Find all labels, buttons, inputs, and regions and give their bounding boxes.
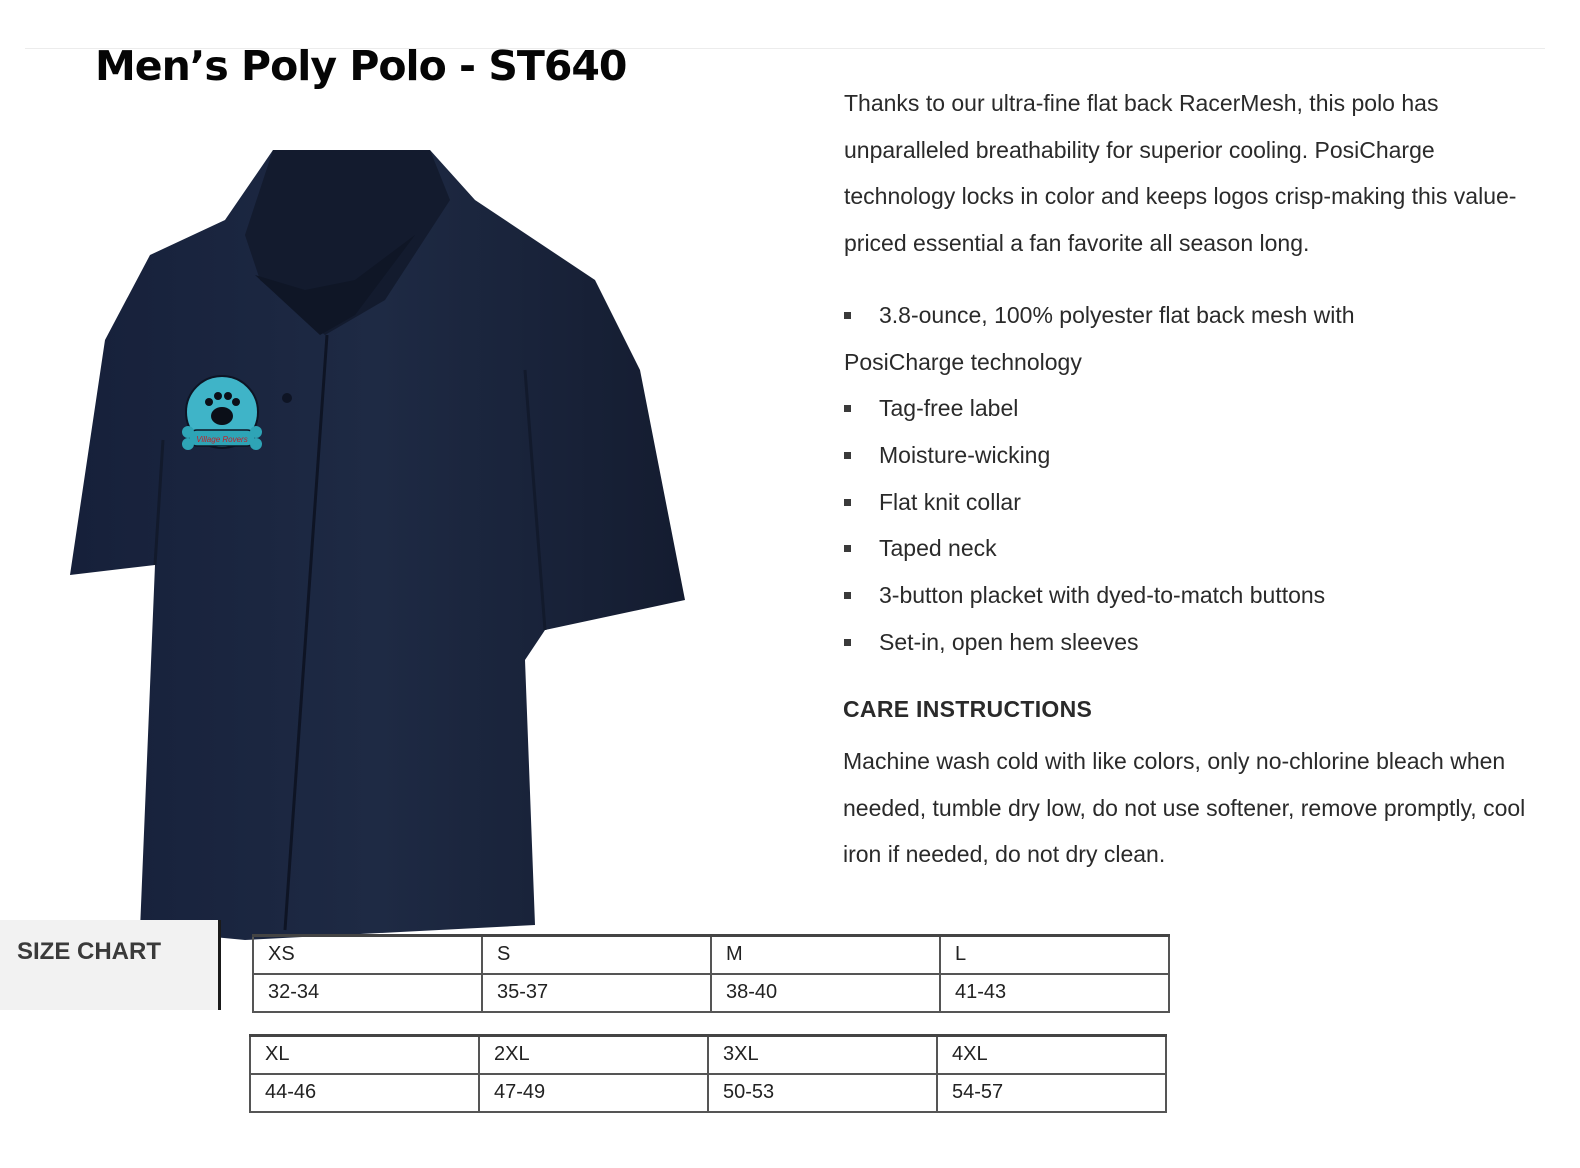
bone-end-4 [250,438,262,450]
feature-item-continuation [844,339,1544,386]
size-cell: XS [253,936,482,974]
feature-text: Moisture-wicking [879,442,1051,469]
bone-end-3 [250,426,262,438]
paw-toe-2 [214,392,222,400]
feature-item [844,619,1544,666]
feature-text: Tag-free label [879,395,1019,422]
range-cell: 41-43 [940,974,1169,1012]
size-cell: XL [250,1036,479,1074]
bone-end-1 [182,426,194,438]
size-table-1 [252,934,1170,1013]
care-text: Machine wash cold with like colors, only no-chlorine bleach when needed, tumble dry low, do not use softener, remove promptly, cool iron if needed, do not dry clean. [843,748,1526,867]
range-cell: 38-40 [711,974,940,1012]
size-cell: M [711,936,940,974]
polo-shirt-image [55,140,705,1000]
bone-end-2 [182,438,194,450]
polo-shirt-illustration [55,140,705,1000]
bullet-icon [844,592,851,599]
paw-pad [211,407,233,425]
size-cell: L [940,936,1169,974]
product-title: Men’s Poly Polo - ST640 [95,42,627,90]
table-gap [240,1016,1200,1030]
care-heading: CARE INSTRUCTIONS [843,696,1093,722]
feature-text: PosiCharge technology [844,348,1082,375]
feature-item [844,385,1544,432]
paw-toe-4 [232,398,240,406]
range-cell: 44-46 [250,1074,479,1112]
feature-text: Flat knit collar [879,488,1021,515]
bullet-icon [844,639,851,646]
range-cell: 50-53 [708,1074,937,1112]
shirt-button [282,393,292,403]
logo-text: Village Rovers [196,435,248,444]
bullet-icon [844,545,851,552]
range-cell: 32-34 [253,974,482,1012]
feature-text: 3-button placket with dyed-to-match buttons [879,582,1326,609]
feature-item [844,479,1544,526]
size-cell: S [482,936,711,974]
feature-item [844,525,1544,572]
feature-text: Taped neck [879,535,997,562]
feature-item [844,432,1544,479]
paw-toe-3 [224,392,232,400]
size-cell: 2XL [479,1036,708,1074]
size-cell: 4XL [937,1036,1166,1074]
bullet-icon [844,499,851,506]
size-chart-label: SIZE CHART [17,938,161,965]
feature-list [844,292,1544,666]
range-cell: 47-49 [479,1074,708,1112]
bullet-icon [844,312,851,319]
bullet-icon [844,452,851,459]
size-row [253,936,1169,974]
bullet-icon [844,405,851,412]
range-row [253,974,1169,1012]
feature-text: 3.8-ounce, 100% polyester flat back mesh with [879,302,1355,328]
feature-item [844,572,1544,619]
size-table-2 [249,1034,1167,1113]
feature-item [844,292,1544,339]
range-cell: 35-37 [482,974,711,1012]
paw-toe-1 [205,398,213,406]
size-cell: 3XL [708,1036,937,1074]
size-row [250,1036,1166,1074]
range-cell: 54-57 [937,1074,1166,1112]
range-row [250,1074,1166,1112]
product-description: Thanks to our ultra-fine flat back RacerMesh, this polo has unparalleled breathability for superior cooling. PosiCharge technology locks in color and keeps logos crisp-making this value-priced essential a fan favorite all season long. [844,90,1517,256]
feature-text: Set-in, open hem sleeves [879,628,1139,655]
